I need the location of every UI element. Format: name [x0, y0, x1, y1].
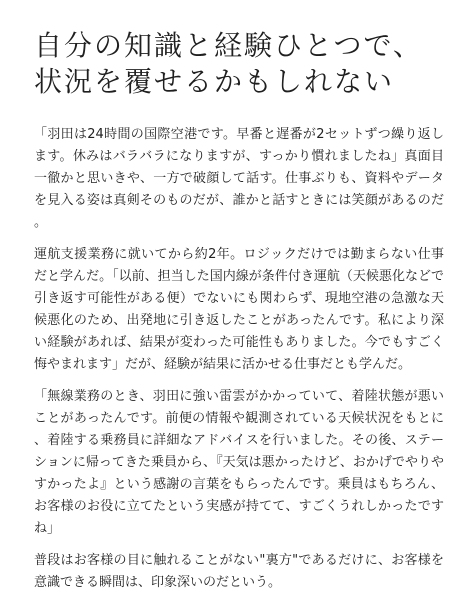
- headline-line-2: 状況を覆せるかもしれない: [34, 65, 395, 98]
- headline-line-1: 自分の知識と経験ひとつで、: [34, 29, 423, 62]
- article-body: [34, 124, 444, 594]
- paragraph-4: 普段はお客様の目に触れることがない"裏方"であるだけに、お客様を意識できる瞬間は、印象深いのだという。: [34, 553, 444, 590]
- paragraph-2: 運航支援業務に就いてから約2年。ロジックだけでは勤まらない仕事だと学んだ。「以前、担当した国内線が条件付き運航（天候悪化などで引き返す可能性がある便）でないにも関わらず、現地空港の急激な天候悪化のため、出発地に引き返したことがあったんです。私により深い経験があれば、結果が変わった可能性もありました。今でもすごく悔やまれます」だが、経験が結果に活かせる仕事だとも学んだ。: [34, 247, 444, 372]
- paragraph-3: 「無線業務のとき、羽田に強い雷雲がかかっていて、着陸状態が悪いことがあったんです。前便の情報や観測されている天候状況をもとに、着陸する乗務員に詳細なアドバイスを行いました。その後、ステーションに帰ってきた乗員から、『天気は悪かったけど、おかげでやりやすかったよ』という感謝の言葉をもらったんです。乗員はもちろん、お客様のお役に立てたという実感が持てて、すごくうれしかったですね」: [34, 389, 444, 536]
- article-headline: [34, 28, 444, 100]
- paragraph-1: 「羽田は24時間の国際空港です。早番と遅番が2セットずつ繰り返します。休みはバラバラになりますが、すっかり慣れましたね」真面目一徹かと思いきや、一方で破顔して話す。仕事ぶりも、資料やデータを見入る姿は真剣そのものだが、誰かと話すときには笑顔があるのだ。: [34, 127, 444, 230]
- article: [34, 28, 444, 590]
